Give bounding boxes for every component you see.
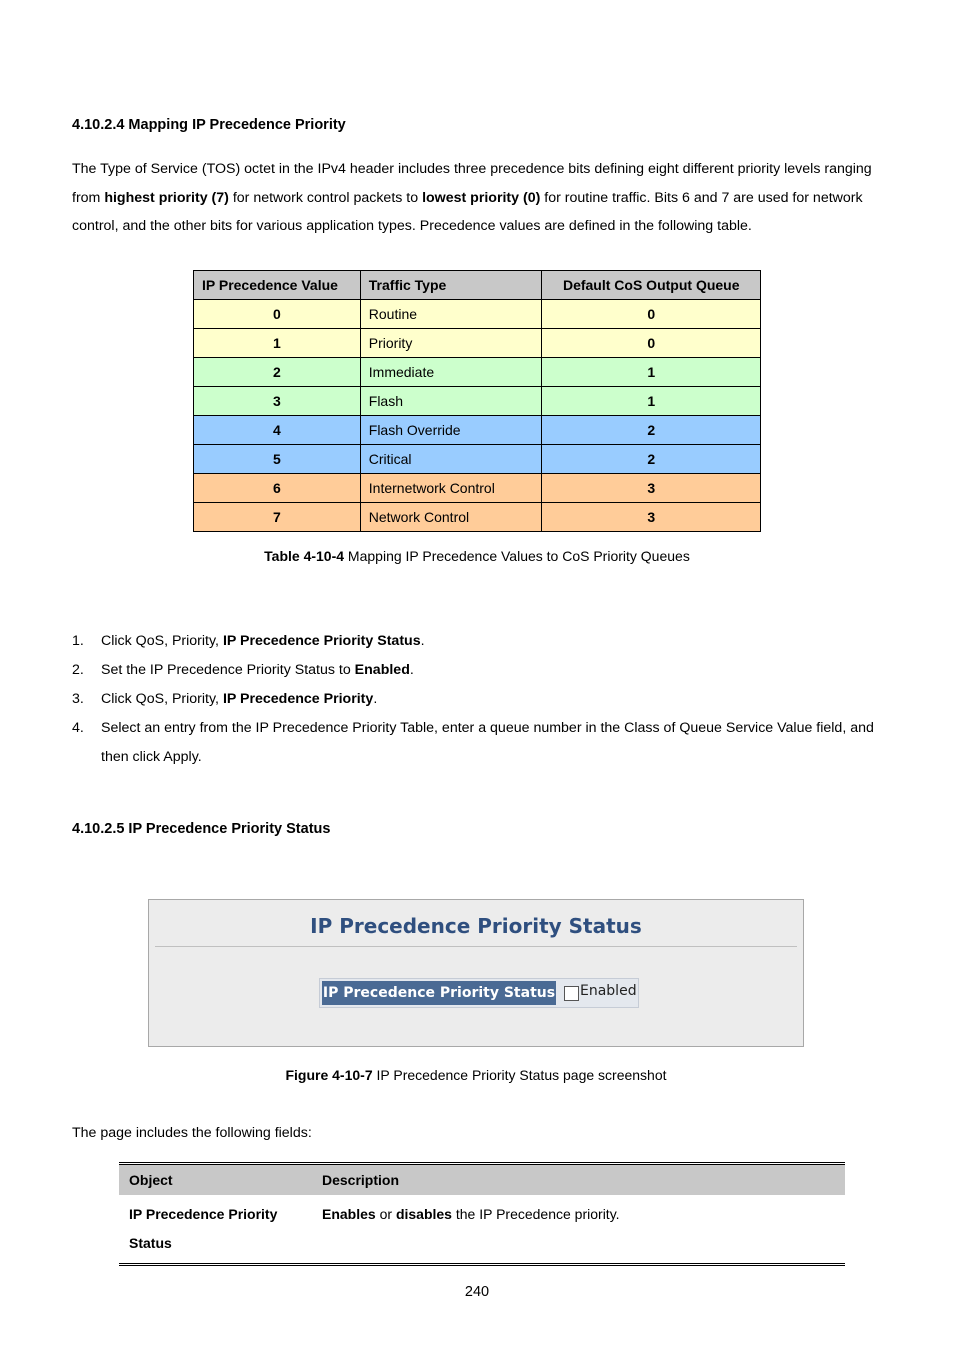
cos-queue: 1 bbox=[542, 358, 761, 387]
fields-table bbox=[119, 1162, 845, 1266]
precedence-value: 2 bbox=[194, 358, 361, 387]
enabled-checkbox-label[interactable]: Enabled bbox=[580, 983, 637, 999]
precedence-table bbox=[193, 270, 761, 532]
precedence-value: 6 bbox=[194, 474, 361, 503]
step-text-end: . bbox=[373, 691, 378, 707]
figure-caption-text: IP Precedence Priority Status page screenshot bbox=[372, 1067, 667, 1083]
list-item bbox=[72, 714, 887, 772]
traffic-type: Internetwork Control bbox=[360, 474, 542, 503]
intro-bold-highest: highest priority (7) bbox=[104, 189, 229, 206]
intro-paragraph bbox=[72, 155, 887, 241]
step-number: 1. bbox=[72, 633, 84, 649]
table-row bbox=[194, 329, 761, 358]
precedence-table-header bbox=[194, 271, 761, 300]
desc-text-end: the IP Precedence priority. bbox=[451, 1206, 620, 1222]
table-caption-label: Table 4-10-4 bbox=[264, 548, 345, 564]
table-row bbox=[194, 300, 761, 329]
cos-queue: 3 bbox=[542, 503, 761, 532]
steps-list bbox=[72, 627, 887, 772]
traffic-type: Flash Override bbox=[360, 416, 542, 445]
fields-table-header bbox=[119, 1164, 845, 1196]
figure-caption-label: Figure 4-10-7 bbox=[285, 1067, 373, 1083]
figure-caption bbox=[148, 1067, 804, 1083]
precedence-value: 1 bbox=[194, 329, 361, 358]
table-row bbox=[194, 474, 761, 503]
precedence-value: 0 bbox=[194, 300, 361, 329]
table-row bbox=[194, 503, 761, 532]
step-bold: Enabled bbox=[354, 662, 410, 678]
table-row bbox=[194, 445, 761, 474]
step-number: 3. bbox=[72, 691, 84, 707]
header-precedence-value: IP Precedence Value bbox=[194, 271, 361, 300]
precedence-value: 3 bbox=[194, 387, 361, 416]
desc-bold-enables: Enables bbox=[322, 1206, 376, 1222]
precedence-value: 5 bbox=[194, 445, 361, 474]
step-number: 4. bbox=[72, 720, 84, 736]
section-heading-4-10-2-5: 4.10.2.5 IP Precedence Priority Status bbox=[72, 821, 331, 837]
step-text: Click QoS, Priority, bbox=[101, 691, 223, 707]
step-bold: IP Precedence Priority Status bbox=[222, 633, 421, 649]
header-traffic-type: Traffic Type bbox=[360, 271, 542, 300]
desc-text-or: or bbox=[375, 1206, 396, 1222]
cos-queue: 3 bbox=[542, 474, 761, 503]
step-text: Select an entry from the IP Precedence Priority Table, enter a queue number in the Class of Queue Service Value field, and then click Apply. bbox=[101, 720, 874, 765]
traffic-type: Flash bbox=[360, 387, 542, 416]
field-object bbox=[119, 1195, 312, 1265]
status-field-row bbox=[319, 978, 639, 1008]
list-item bbox=[72, 627, 887, 656]
table-row bbox=[194, 358, 761, 387]
screenshot-title: IP Precedence Priority Status bbox=[310, 914, 642, 938]
intro-bold-lowest: lowest priority (0) bbox=[422, 189, 541, 206]
cos-queue: 2 bbox=[542, 445, 761, 474]
desc-bold-disables: disables bbox=[395, 1206, 452, 1222]
step-text: Click QoS, Priority, bbox=[101, 633, 223, 649]
cos-queue: 2 bbox=[542, 416, 761, 445]
header-cos-queue: Default CoS Output Queue bbox=[542, 271, 761, 300]
screenshot-divider bbox=[155, 946, 797, 947]
step-text: Set the IP Precedence Priority Status to bbox=[101, 662, 355, 678]
status-field-label: IP Precedence Priority Status bbox=[322, 981, 556, 1005]
field-object-line2: Status bbox=[129, 1235, 172, 1251]
table-row bbox=[119, 1195, 845, 1265]
table-caption bbox=[193, 548, 761, 564]
intro-text-3: for routine traffic. Bits 6 and 7 are used for network control, and the other bits for various application types. Precedence values are defined in the following table. bbox=[72, 189, 863, 234]
precedence-value: 4 bbox=[194, 416, 361, 445]
intro-text-2: for network control packets to bbox=[228, 189, 423, 206]
list-item bbox=[72, 685, 887, 714]
step-text-end: . bbox=[409, 662, 414, 678]
list-item bbox=[72, 656, 887, 685]
header-description: Description bbox=[312, 1164, 845, 1196]
traffic-type: Routine bbox=[360, 300, 542, 329]
header-object: Object bbox=[119, 1164, 312, 1196]
table-row bbox=[194, 387, 761, 416]
cos-queue: 0 bbox=[542, 300, 761, 329]
step-number: 2. bbox=[72, 662, 84, 678]
section-heading-4-10-2-4: 4.10.2.4 Mapping IP Precedence Priority bbox=[72, 117, 346, 133]
step-bold: IP Precedence Priority bbox=[222, 691, 374, 707]
cos-queue: 0 bbox=[542, 329, 761, 358]
table-row bbox=[194, 416, 761, 445]
field-object-line1: IP Precedence Priority bbox=[129, 1206, 278, 1222]
traffic-type: Priority bbox=[360, 329, 542, 358]
page-number: 240 bbox=[464, 1284, 490, 1300]
step-text-end: . bbox=[420, 633, 425, 649]
priority-status-screenshot bbox=[148, 899, 804, 1047]
enabled-checkbox[interactable] bbox=[564, 986, 579, 1001]
traffic-type: Immediate bbox=[360, 358, 542, 387]
field-description bbox=[312, 1195, 845, 1265]
cos-queue: 1 bbox=[542, 387, 761, 416]
precedence-value: 7 bbox=[194, 503, 361, 532]
fields-intro: The page includes the following fields: bbox=[72, 1125, 312, 1141]
intro-text-1: The Type of Service (TOS) octet in the IPv4 header includes three precedence bits defining eight different priority levels ranging from bbox=[72, 161, 872, 206]
traffic-type: Critical bbox=[360, 445, 542, 474]
traffic-type: Network Control bbox=[360, 503, 542, 532]
table-caption-text: Mapping IP Precedence Values to CoS Priority Queues bbox=[344, 548, 690, 564]
